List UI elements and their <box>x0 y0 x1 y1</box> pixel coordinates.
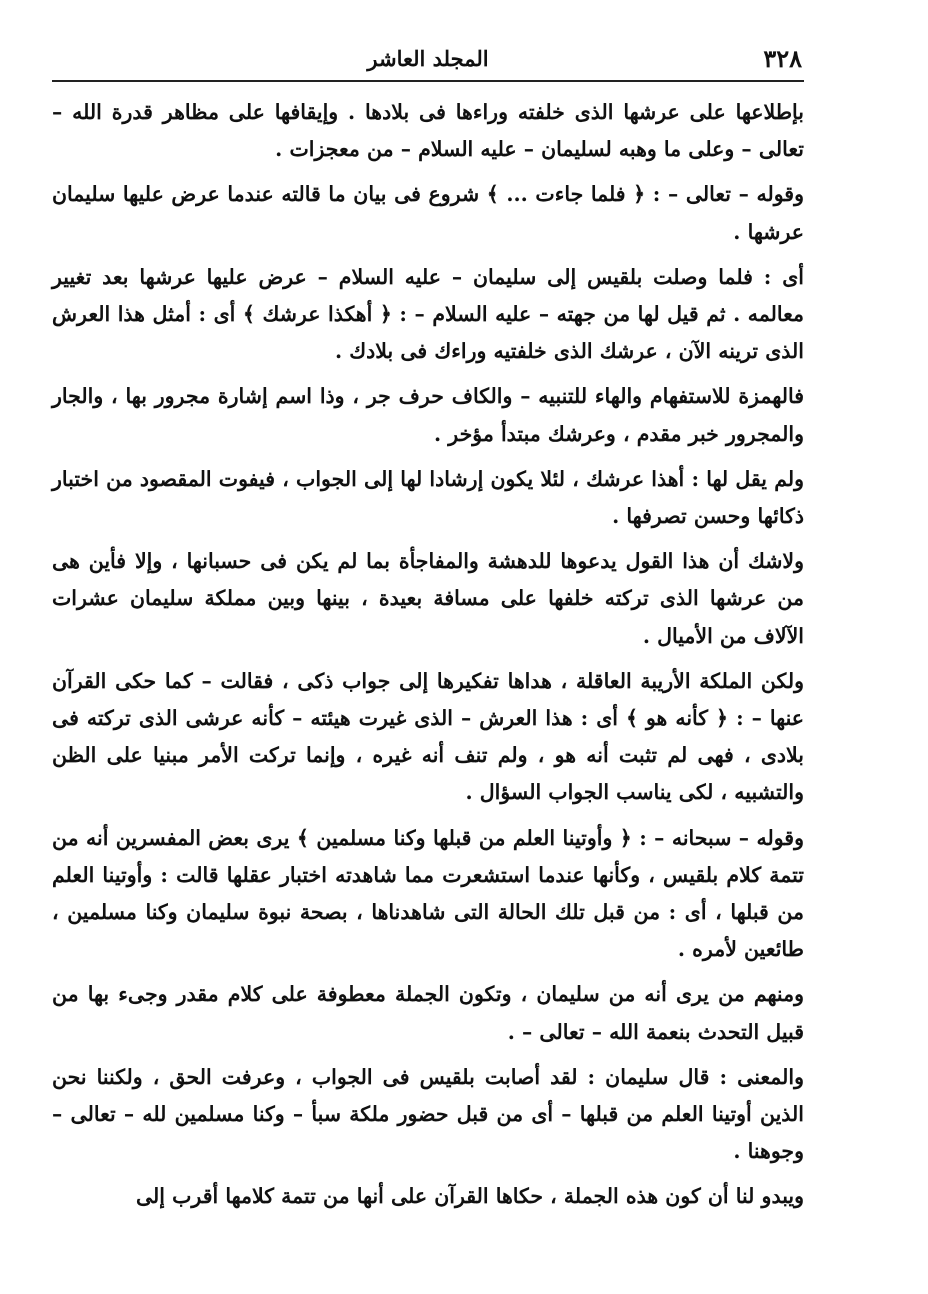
paragraph: ولكن الملكة الأريبة العاقلة ، هداها تفكيرها إلى جواب ذكى ، فقالت – كما حكى القرآن عنها – : ﴿ كأنه هو ﴾ أى : هذا العرش – الذى غيرت هيئته – كأنه عرشى الذى تركته فى بلادى ، فهى لم تثبت أنه هو ، ولم تنف أنه غيره ، وإنما تركت الأمر مبنيا على الظن والتشبيه ، لكى يناسب الجواب السؤال . <box>52 668 804 805</box>
paragraph: ولاشك أن هذا القول يدعوها للدهشة والمفاجأة بما لم يكن فى حسبانها ، وإلا فأين هى من عرشها الذى تركته خلفها على مسافة بعيدة ، بينها وبين مملكة سليمان عشرات الآلاف من الأميال . <box>52 549 804 648</box>
paragraph: فالهمزة للاستفهام والهاء للتنبيه – والكاف حرف جر ، وذا اسم إشارة مجرور بها ، والجار والمجرور خبر مقدم ، وعرشك مبتدأ مؤخر . <box>52 384 804 446</box>
paragraph: وقوله – تعالى – : ﴿ فلما جاءت ... ﴾ شروع فى بيان ما قالته عندما عرض عليها سليمان عرشها . <box>52 182 804 244</box>
paragraph: وقوله – سبحانه – : ﴿ وأوتينا العلم من قبلها وكنا مسلمين ﴾ يرى بعض المفسرين أنه من تتمة كلام بلقيس ، وكأنها عندما استشعرت مما شاهدته اختبار عقلها قالت : وأوتينا العلم من قبلها ، أى : من قبل تلك الحالة التى شاهدناها ، بصحة نبوة سليمان وكنا مسلمين ، طائعين لأمره . <box>52 825 804 962</box>
paragraph: بإطلاعها على عرشها الذى خلفته وراءها فى بلادها . وإيقافها على مظاهر قدرة الله – تعالى – وعلى ما وهبه لسليمان – عليه السلام – من معجزات . <box>52 100 804 162</box>
body-text <box>52 94 804 1224</box>
paragraph: والمعنى : قال سليمان : لقد أصابت بلقيس فى الجواب ، وعرفت الحق ، ولكننا نحن الذين أوتينا العلم من قبلها – أى من قبل حضور ملكة سبأ – وكنا مسلمين لله – تعالى – وجوهنا . <box>52 1064 804 1164</box>
paragraph: ومنهم من يرى أنه من سليمان ، وتكون الجملة معطوفة على كلام مقدر وجىء بها من قبيل التحدث بنعمة الله – تعالى – . <box>52 982 804 1044</box>
paragraph: ولم يقل لها : أهذا عرشك ، لئلا يكون إرشادا لها إلى الجواب ، فيفوت المقصود من اختبار ذكائها وحسن تصرفها . <box>52 466 804 529</box>
paragraph: ويبدو لنا أن كون هذه الجملة ، حكاها القرآن على أنها من تتمة كلامها أقرب إلى <box>135 1184 804 1209</box>
paragraph: أى : فلما وصلت بلقيس إلى سليمان – عليه السلام – عرض عليها عرشها بعد تغيير معالمه . ثم قيل لها من جهته – عليه السلام – : ﴿ أهكذا عرشك ﴾ أى : أمثل هذا العرش الذى ترينه الآن ، عرشك الذى خلفتيه وراءك فى بلادك . <box>52 264 804 364</box>
running-title: المجلد العاشر <box>367 46 489 71</box>
header-rule <box>52 80 804 82</box>
page-header <box>52 40 804 76</box>
page-number: ٣٢٨ <box>763 44 802 73</box>
